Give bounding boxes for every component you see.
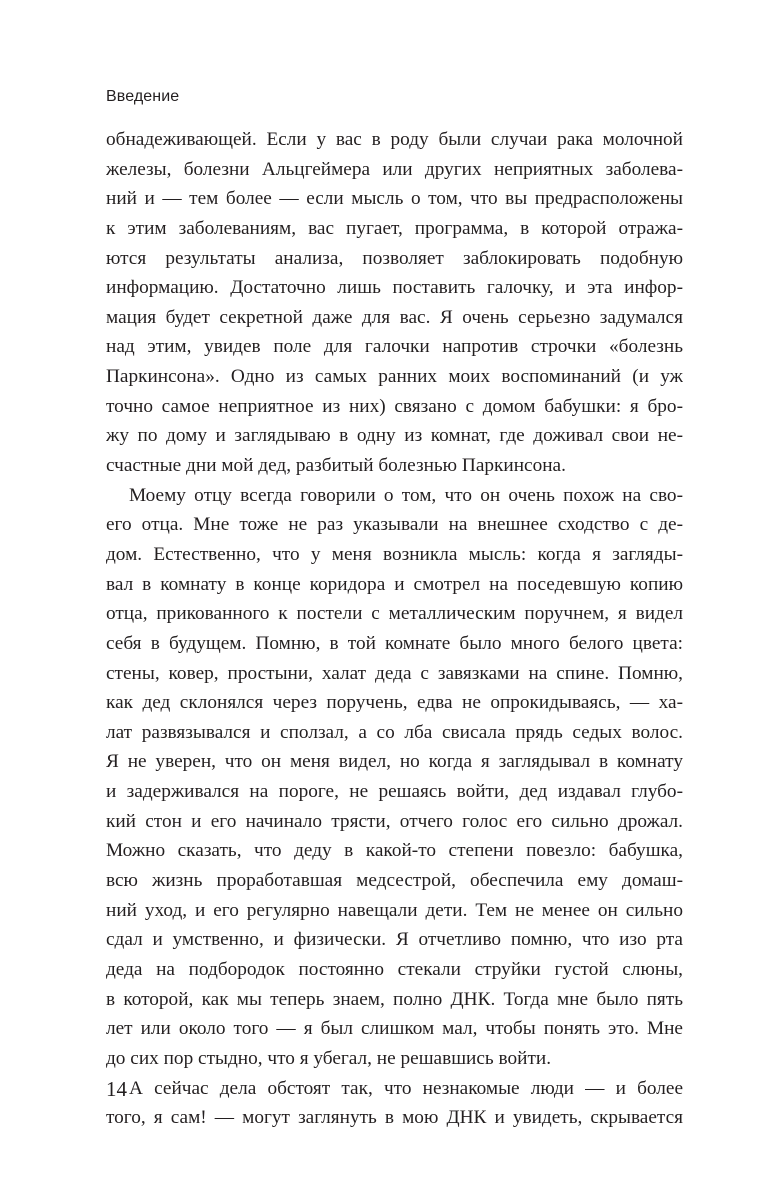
text-line: вал в комнату в конце коридора и смотрел на поседевшую копию bbox=[106, 573, 683, 595]
text-line: мация будет секретной даже для вас. Я очень серьезно задумался bbox=[106, 306, 683, 328]
text-line: всю жизнь проработавшая медсестрой, обеспечила ему домаш- bbox=[106, 870, 683, 892]
text-line: обнадеживающей. Если у вас в роду были случаи рака молочной bbox=[106, 129, 683, 150]
text-line: до сих пор стыдно, что я убегал, не решавшись войти. bbox=[106, 1047, 552, 1069]
page-number: 14 bbox=[106, 1077, 127, 1101]
text-line: ний и — тем более — если мысль о том, что вы предрасположены bbox=[106, 188, 683, 210]
text-line: к этим заболеваниям, вас пугает, программа, в которой отража- bbox=[106, 217, 683, 239]
text-line: в которой, как мы теперь знаем, полно ДНК. Тогда мне было пять bbox=[106, 988, 683, 1010]
text-line: дом. Естественно, что у меня возникла мысль: когда я загляды- bbox=[106, 543, 683, 565]
text-line: того, я сам! — могут заглянуть в мою ДНК и увидеть, скрывается bbox=[106, 1107, 683, 1129]
text-line: отца, прикованного к постели с металлическим поручнем, я видел bbox=[106, 603, 683, 625]
text-line: над этим, увидев поле для галочки напротив строчки «болезнь bbox=[106, 336, 683, 358]
text-line: деда на подбородок постоянно стекали струйки густой слюны, bbox=[106, 958, 683, 980]
text-line: как дед склонялся через поручень, едва не опрокидываясь, — ха- bbox=[106, 692, 683, 714]
text-line: лат развязывался и сползал, а со лба свисала прядь седых волос. bbox=[106, 721, 683, 743]
text-line: А сейчас дела обстоят так, что незнакомые люди — и более bbox=[129, 1077, 683, 1099]
text-line: информацию. Достаточно лишь поставить галочку, и эта инфор- bbox=[106, 277, 683, 299]
body-text bbox=[106, 125, 683, 1133]
text-line: Можно сказать, что деду в какой-то степени повезло: бабушка, bbox=[106, 840, 683, 862]
text-line: железы, болезни Альцгеймера или других неприятных заболева- bbox=[106, 158, 683, 180]
text-line: сдал и умственно, и физически. Я отчетливо помню, что изо рта bbox=[106, 929, 683, 951]
running-head: Введение bbox=[106, 88, 180, 105]
text-line: ний уход, и его регулярно навещали дети. Тем не менее он сильно bbox=[106, 899, 683, 921]
text-line: лет или около того — я был слишком мал, чтобы понять это. Мне bbox=[106, 1018, 683, 1040]
text-line: стены, ковер, простыни, халат деда с завязками на спине. Помню, bbox=[106, 662, 683, 684]
text-line: жу по дому и заглядываю в одну из комнат, где доживал свои не- bbox=[106, 425, 683, 447]
text-line: ются результаты анализа, позволяет заблокировать подобную bbox=[106, 247, 683, 269]
text-line: Я не уверен, что он меня видел, но когда я заглядывал в комнату bbox=[106, 751, 683, 773]
text-line: Моему отцу всегда говорили о том, что он очень похож на сво- bbox=[129, 484, 683, 506]
text-line: его отца. Мне тоже не раз указывали на внешнее сходство с де- bbox=[106, 514, 683, 536]
text-line: кий стон и его начинало трясти, отчего голос его сильно дрожал. bbox=[106, 810, 683, 832]
text-line: счастные дни мой дед, разбитый болезнью Паркинсона. bbox=[106, 455, 566, 477]
text-line: себя в будущем. Помню, в той комнате было много белого цвета: bbox=[106, 632, 683, 654]
text-line: Паркинсона». Одно из самых ранних моих воспоминаний (и уж bbox=[106, 366, 683, 388]
text-line: точно самое неприятное из них) связано с домом бабушки: я бро- bbox=[106, 395, 683, 417]
text-line: и задерживался на пороге, не решаясь войти, дед издавал глубо- bbox=[106, 781, 683, 803]
